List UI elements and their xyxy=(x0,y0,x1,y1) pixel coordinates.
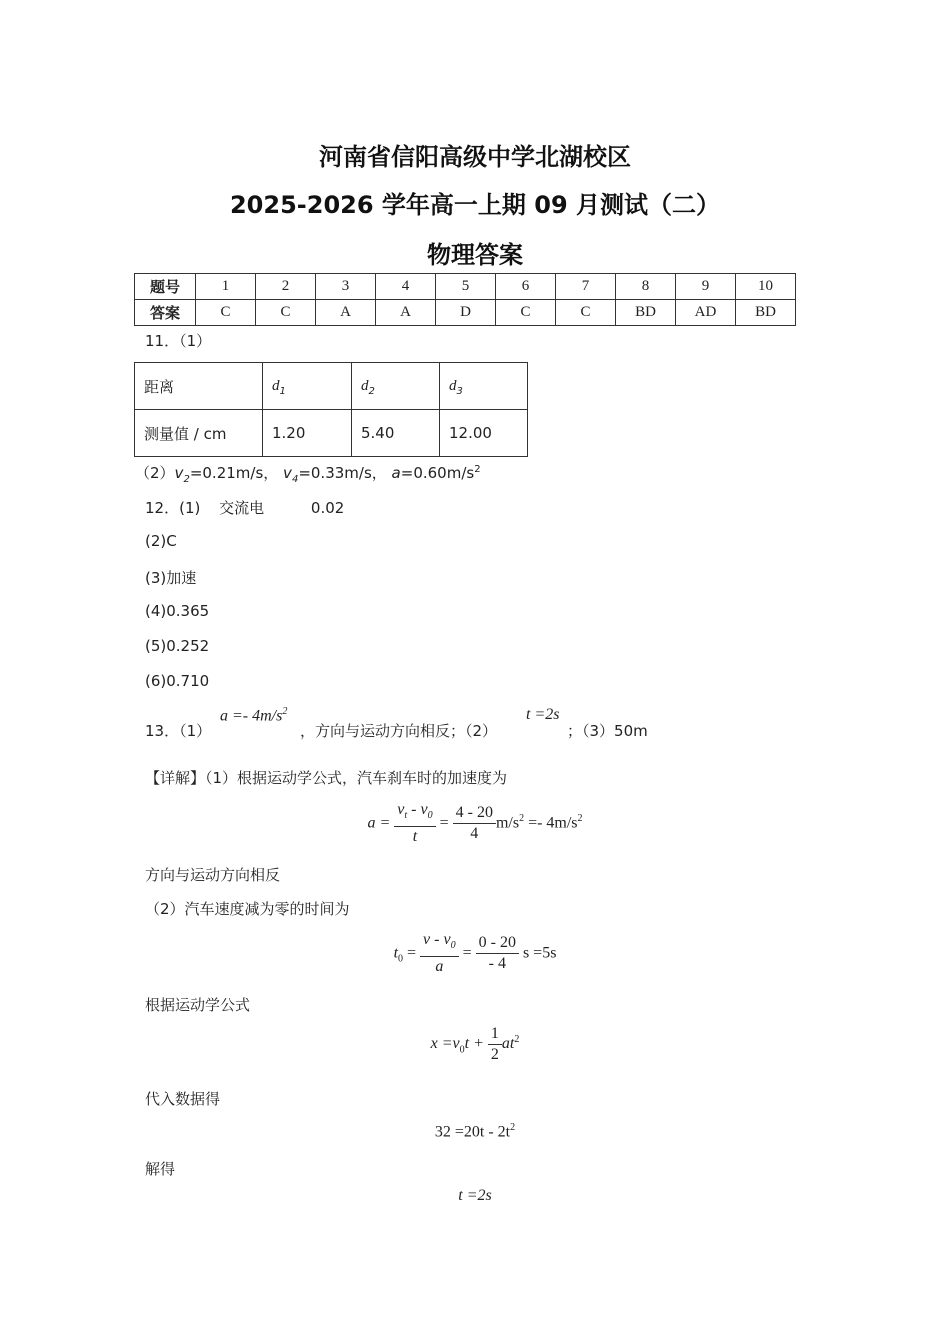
answer-cell: A xyxy=(376,300,436,326)
answer-cell: A xyxy=(316,300,376,326)
q13-part3: ；（3）50m xyxy=(567,722,648,740)
eq1-num-v: v xyxy=(397,801,405,818)
question-number: 6 xyxy=(496,274,556,300)
eq1-fraction-2 xyxy=(453,803,496,844)
equation-5: t =2s xyxy=(458,1187,492,1204)
eq2-num-text: v - v xyxy=(423,931,451,948)
equation-4 xyxy=(0,1122,950,1141)
eq1-lhs: a = xyxy=(367,814,391,832)
exam-title: 2025-2026 学年高一上期 09 月测试（二） xyxy=(229,191,721,219)
v4-value: =0.33m/s， xyxy=(298,464,387,482)
direction-line: 方向与运动方向相反 xyxy=(145,866,281,884)
row-label-answer: 答案 xyxy=(135,300,196,326)
subject-title: 物理答案 xyxy=(427,241,523,269)
q12-line6: (6)0.710 xyxy=(145,672,210,690)
q12-line4: (4)0.365 xyxy=(145,602,210,620)
d-subscript: 3 xyxy=(456,385,463,397)
question-number: 7 xyxy=(556,274,616,300)
eq1-sub-t: t xyxy=(404,810,408,822)
solve-label: 解得 xyxy=(145,1160,176,1178)
eq2-lhs: t xyxy=(393,944,399,962)
eq1-unit: m/s xyxy=(495,814,520,832)
question-number: 3 xyxy=(316,274,376,300)
eq1-denominator-2: 4 xyxy=(470,825,479,843)
d-subscript: 2 xyxy=(368,385,375,397)
question-number: 4 xyxy=(376,274,436,300)
eq3-numerator: 1 xyxy=(488,1024,502,1045)
d2-header xyxy=(352,363,440,410)
eq1-sub-0: 0 xyxy=(427,810,433,822)
measured-value: 1.20 xyxy=(263,410,352,457)
eq2-fraction-1 xyxy=(420,930,459,977)
a-superscript: 2 xyxy=(474,464,481,475)
measured-value: 12.00 xyxy=(440,410,528,457)
v4-symbol: v xyxy=(283,464,292,482)
v2-subscript: 2 xyxy=(183,474,190,485)
q12-line1 xyxy=(145,497,344,518)
eq1-rhs: =- 4m/s xyxy=(524,814,578,832)
table-row xyxy=(135,410,528,457)
eq2-num-sub: 0 xyxy=(450,940,456,952)
v2-value: =0.21m/s， xyxy=(189,464,279,482)
eq2-numerator xyxy=(420,930,459,957)
d1-header xyxy=(263,363,352,410)
table-row xyxy=(135,363,528,410)
d3-header xyxy=(440,363,528,410)
equation-2: $t_0$ = $\frac{v - v_0}{a}$ = $\frac{0 - 20}{- 4}$ s =5s xyxy=(393,931,557,976)
answer-cell: C xyxy=(196,300,256,326)
eq3-sub: 0 xyxy=(459,1044,465,1056)
eq2-denominator-2: - 4 xyxy=(488,955,506,973)
answer-cell: C xyxy=(556,300,616,326)
v2-symbol: v xyxy=(174,464,184,482)
q12-label: 12．(1) xyxy=(145,499,201,517)
a-result-sup: 2 xyxy=(282,706,288,717)
question-number: 2 xyxy=(256,274,316,300)
school-title: 河南省信阳高级中学北湖校区 xyxy=(319,143,631,171)
question-number: 8 xyxy=(616,274,676,300)
eq3-denominator: 2 xyxy=(490,1046,499,1063)
eq3-sup: 2 xyxy=(514,1033,520,1045)
equation-1: a = $\frac{v_t - v_0}{t}$ = $\frac{4 - 20}{4}$ $m/s^2 =- 4m/s^2$ xyxy=(367,801,583,846)
formula-label: 根据运动学公式 xyxy=(145,996,251,1014)
eq1-fraction-1 xyxy=(394,800,435,847)
eq3-lhs: x =v xyxy=(430,1035,460,1053)
equation-3 xyxy=(0,1024,950,1065)
eq3-mid: t + xyxy=(464,1035,484,1053)
eq2-fraction-2 xyxy=(476,933,519,974)
q12-line5: (5)0.252 xyxy=(145,637,210,655)
eq3-tail: at xyxy=(501,1035,515,1053)
eq4-sup: 2 xyxy=(510,1122,516,1133)
q12-answer-1a: 交流电 xyxy=(219,499,265,517)
answer-cell: BD xyxy=(616,300,676,326)
table-row xyxy=(135,274,796,300)
row-label-number: 题号 xyxy=(135,274,196,300)
d-symbol: d xyxy=(361,377,369,394)
question-number: 5 xyxy=(436,274,496,300)
eq1-denominator: t xyxy=(412,828,418,846)
answer-cell: D xyxy=(436,300,496,326)
answer-cell: C xyxy=(256,300,316,326)
part2-prefix: （2） xyxy=(135,464,175,482)
eq2-rhs: s =5s xyxy=(522,944,557,962)
measured-label: 测量值 / cm xyxy=(135,410,263,457)
q13-a-result xyxy=(220,706,287,725)
eq1-sup: 2 xyxy=(577,812,583,824)
distance-label: 距离 xyxy=(135,363,263,410)
a-symbol: a xyxy=(391,464,401,482)
q11-part2 xyxy=(135,462,481,485)
answer-cell: BD xyxy=(736,300,796,326)
a-result-text: a =- 4m/s xyxy=(220,707,283,725)
eq2-denominator: a xyxy=(435,958,444,976)
answer-cell: C xyxy=(496,300,556,326)
q13-direction: ，方向与运动方向相反；（2） xyxy=(300,722,498,740)
eq4-text: 32 =20t - 2t xyxy=(434,1123,511,1141)
q11-label: 11．（1） xyxy=(145,332,212,350)
eq1-num-mid: - v xyxy=(407,801,428,818)
d-symbol: d xyxy=(449,377,457,394)
table-row xyxy=(135,300,796,326)
part2-line: （2）汽车速度减为零的时间为 xyxy=(145,900,350,918)
d-subscript: 1 xyxy=(279,385,286,397)
q12-line3: (3)加速 xyxy=(145,569,197,587)
question-number: 1 xyxy=(196,274,256,300)
eq3-fraction xyxy=(488,1024,502,1065)
question-number: 10 xyxy=(736,274,796,300)
q12-line2: (2)C xyxy=(145,532,177,550)
q13-detail: 【详解】（1）根据运动学公式，汽车刹车时的加速度为 xyxy=(145,769,508,787)
q13-label: 13．（1） xyxy=(145,722,212,740)
v4-subscript: 4 xyxy=(291,474,299,485)
eq2-numerator-2: 0 - 20 xyxy=(476,933,519,954)
question-number: 9 xyxy=(676,274,736,300)
d-symbol: d xyxy=(272,377,280,394)
q13-t-result: t =2s xyxy=(526,706,560,723)
q12-answer-1b: 0.02 xyxy=(310,499,345,517)
measurement-table xyxy=(134,362,528,457)
substitute-label: 代入数据得 xyxy=(145,1090,221,1108)
answer-cell: AD xyxy=(676,300,736,326)
measured-value: 5.40 xyxy=(352,410,440,457)
a-value: =0.60m/s xyxy=(400,464,475,482)
eq2-lhs-sub: 0 xyxy=(398,953,404,965)
eq1-numerator xyxy=(394,800,435,827)
eq1-numerator-2: 4 - 20 xyxy=(453,803,496,824)
answer-table xyxy=(134,273,796,326)
